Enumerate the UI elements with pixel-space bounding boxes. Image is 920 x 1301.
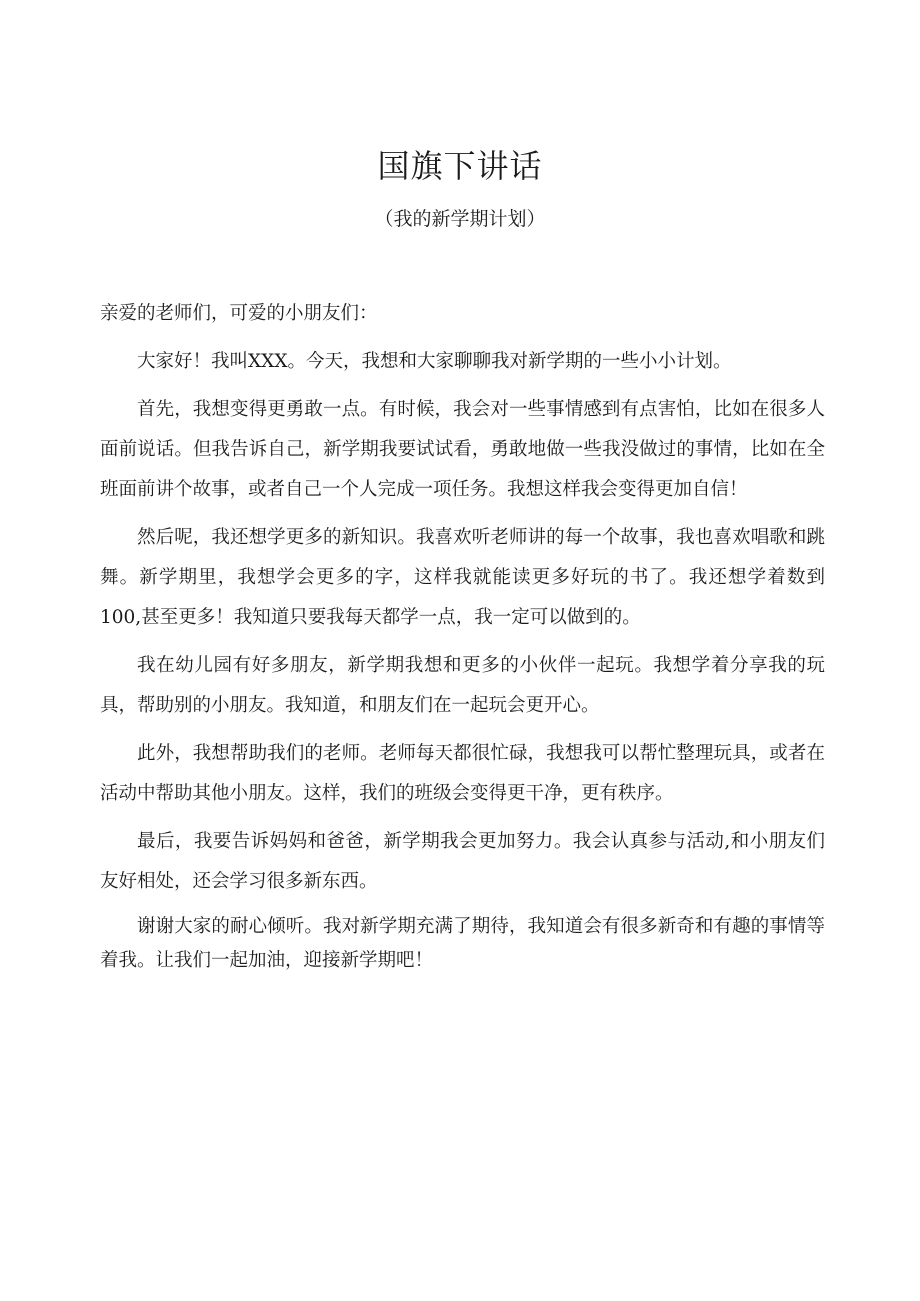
paragraph-help-teacher: 此外，我想帮助我们的老师。老师每天都很忙碌，我想我可以帮忙整理玩具，或者在活动中帮助其他小朋友。这样，我们的班级会变得更干净，更有秩序。 xyxy=(100,743,825,804)
page-subtitle: （我的新学期计划） xyxy=(374,208,546,230)
paragraph-friends: 我在幼儿园有好多朋友，新学期我想和更多的小伙伴一起玩。我想学着分享我的玩具，帮助别的小朋友。我知道，和朋友们在一起玩会更开心。 xyxy=(100,655,825,716)
paragraph-knowledge: 然后呢，我还想学更多的新知识。我喜欢听老师讲的每一个故事，我也喜欢唱歌和跳舞。新学期里，我想学会更多的字，这样我就能读更多好玩的书了。我还想学着数到100,甚至更多！我知道只要我每天都学一点，我一定可以做到的。 xyxy=(100,527,825,628)
speech-body xyxy=(100,294,825,986)
paragraph-greeting: 大家好！我叫XXX。今天，我想和大家聊聊我对新学期的一些小小计划。 xyxy=(137,351,732,372)
salutation: 亲爱的老师们，可爱的小朋友们： xyxy=(100,303,378,324)
paragraph-brave: 首先，我想变得更勇敢一点。有时候，我会对一些事情感到有点害怕，比如在很多人面前说话。但我告诉自己，新学期我要试试看，勇敢地做一些我没做过的事情，比如在全班面前讲个故事，或者自己一个人完成一项任务。我想这样我会变得更加自信！ xyxy=(100,399,825,500)
paragraph-closing: 谢谢大家的耐心倾听。我对新学期充满了期待，我知道会有很多新奇和有趣的事情等着我。让我们一起加油，迎接新学期吧！ xyxy=(100,916,825,971)
paragraph-parents: 最后，我要告诉妈妈和爸爸，新学期我会更加努力。我会认真参与活动,和小朋友们友好相处，还会学习很多新东西。 xyxy=(100,831,825,892)
page-title: 国旗下讲话 xyxy=(377,147,543,185)
